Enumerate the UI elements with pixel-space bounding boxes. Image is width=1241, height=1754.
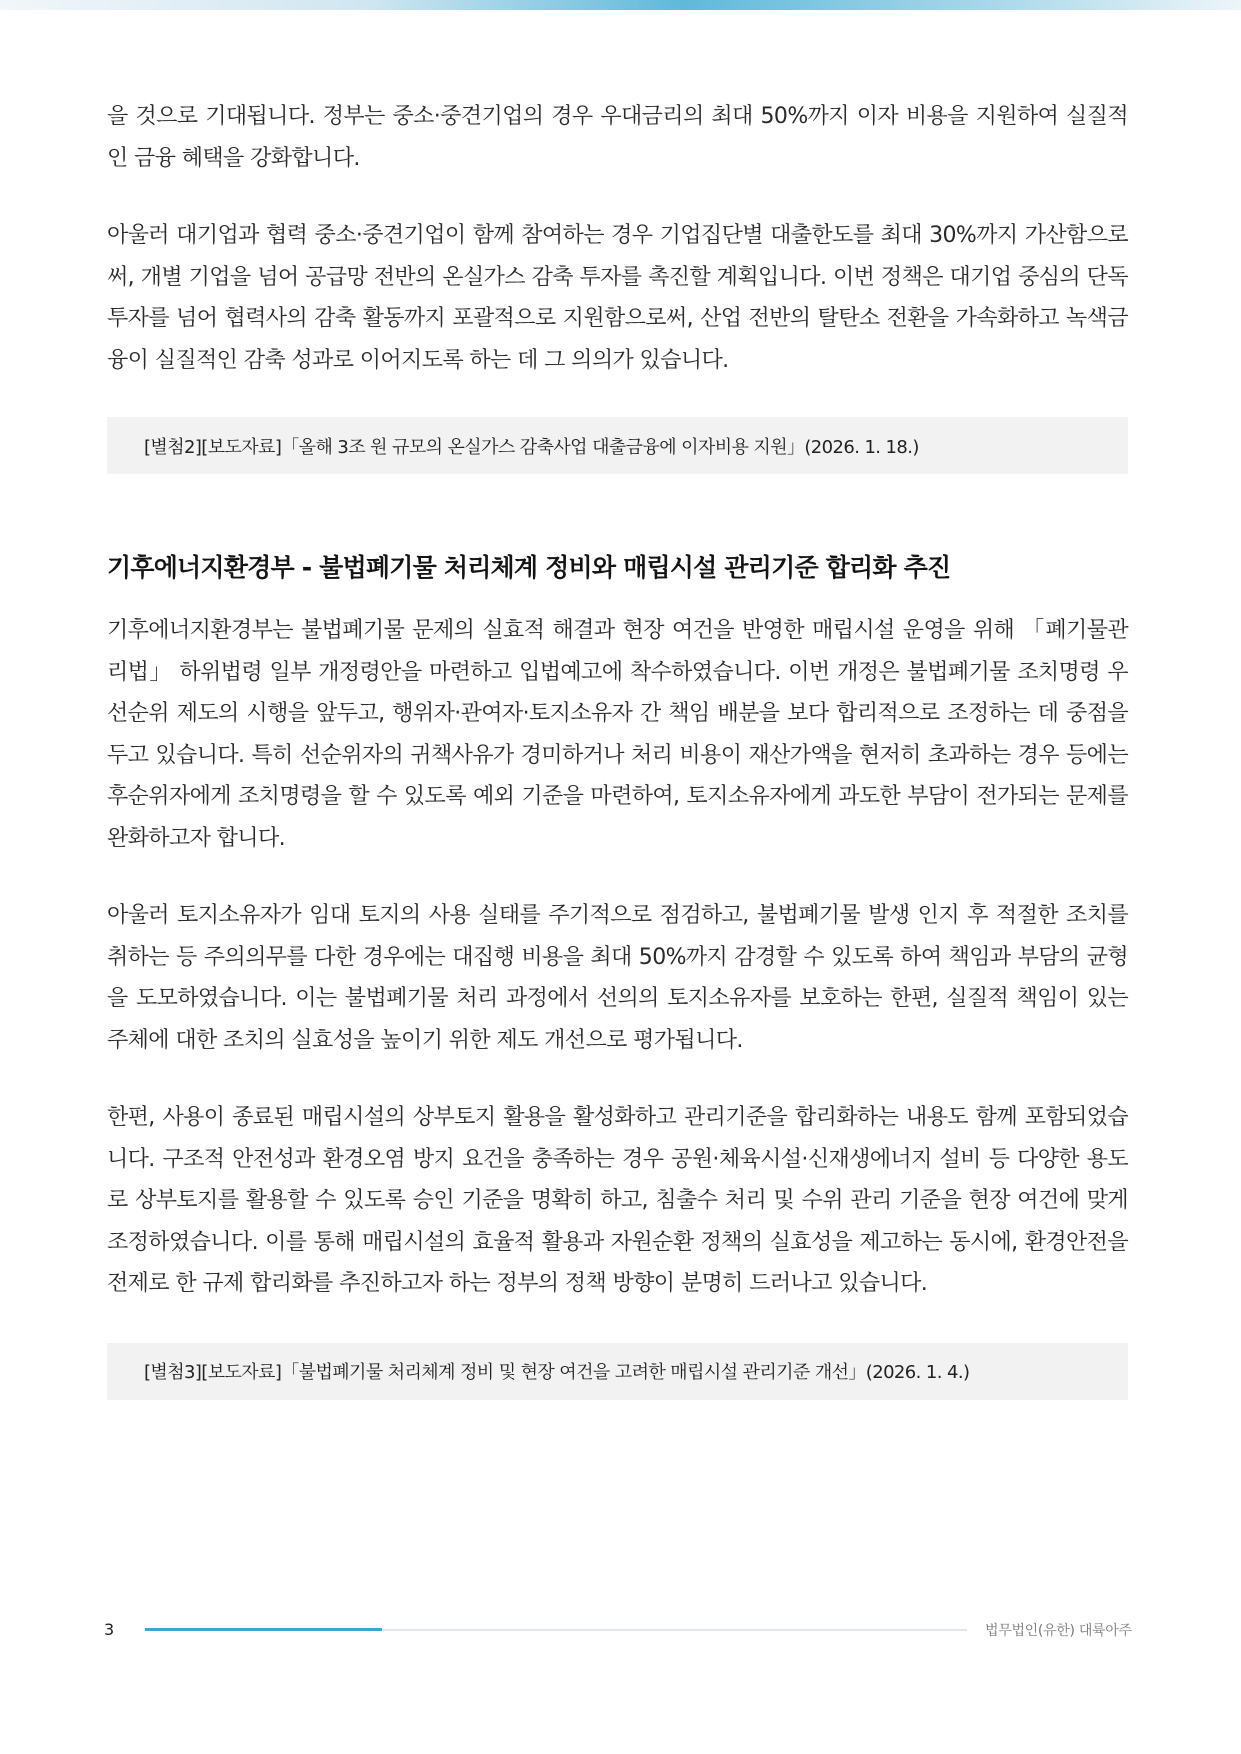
paragraph-landfill-land-use: 한편, 사용이 종료된 매립시설의 상부토지 활용을 활성화하고 관리기준을 합리화하는 내용도 함께 포함되었습니다. 구조적 안전성과 환경오염 방지 요건을 충족하는 경우 공원·체육시설·신재생에너지 설비 등 다양한 용도로 상부토지를 활용할 수 있도록 승인 기준을 명확히 하고, 침출수 처리 및 수위 관리 기준을 현장 여건에 맞게 조정하였습니다. 이를 통해 매립시설의 효율적 활용과 자원순환 정책의 실효성을 제고하는 동시에, 환경안전을 전제로 한 규제 합리화를 추진하고자 하는 정부의 정책 방향이 분명히 드러나고 있습니다. [107, 1105, 1128, 1296]
footer-divider-accent [145, 1628, 382, 1631]
reference-text-attachment-3: [별첨3][보도자료]「불법폐기물 처리체계 정비 및 현장 여건을 고려한 매립시설 관리기준 개선」(2026. 1. 4.) [144, 1362, 970, 1383]
footer-firm-name: 법무법인(유한) 대륙아주 [985, 1623, 1132, 1639]
reference-box-attachment-2 [107, 417, 1128, 474]
page-content [107, 96, 1128, 1400]
section-heading: 기후에너지환경부 - 불법폐기물 처리체계 정비와 매립시설 관리기준 합리화 추진 [107, 553, 951, 582]
reference-text-attachment-2: [별첨2][보도자료]「올해 3조 원 규모의 온실가스 감축사업 대출금융에 이자비용 지원」(2026. 1. 18.) [144, 436, 919, 458]
paragraph-large-company-cooperation: 아울러 대기업과 협력 중소·중견기업이 함께 참여하는 경우 기업집단별 대출한도를 최대 30%까지 가산함으로써, 개별 기업을 넘어 공급망 전반의 온실가스 감축 투자를 촉진할 계획입니다. 이번 정책은 대기업 중심의 단독 투자를 넘어 협력사의 감축 활동까지 포괄적으로 지원함으로써, 산업 전반의 탈탄소 전환을 가속화하고 녹색금융이 실질적인 감축 성과로 이어지도록 하는 데 그 의의가 있습니다. [107, 223, 1128, 373]
paragraph-landowner-duty: 아울러 토지소유자가 임대 토지의 사용 실태를 주기적으로 점검하고, 불법폐기물 발생 인지 후 적절한 조치를 취하는 등 주의의무를 다한 경우에는 대집행 비용을 최대 50%까지 감경할 수 있도록 하여 책임과 부담의 균형을 도모하였습니다. 이는 불법폐기물 처리 과정에서 선의의 토지소유자를 보호하는 한편, 실질적 책임이 있는 주체에 대한 조치의 실효성을 높이기 위한 제도 개선으로 평가됩니다. [107, 903, 1128, 1053]
top-decorative-band [0, 0, 1241, 10]
paragraph-waste-law-amendment: 기후에너지환경부는 불법폐기물 문제의 실효적 해결과 현장 여건을 반영한 매립시설 운영을 위해 「폐기물관리법」 하위법령 일부 개정령안을 마련하고 입법예고에 착수하였습니다. 이번 개정은 불법폐기물 조치명령 우선순위 제도의 시행을 앞두고, 행위자·관여자·토지소유자 간 책임 배분을 보다 합리적으로 조정하는 데 중점을 두고 있습니다. 특히 선순위자의 귀책사유가 경미하거나 처리 비용이 재산가액을 현저히 초과하는 경우 등에는 후순위자에게 조치명령을 할 수 있도록 예외 기준을 마련하여, 토지소유자에게 과도한 부담이 전가되는 문제를 완화하고자 합니다. [107, 618, 1128, 851]
reference-box-attachment-3 [107, 1343, 1128, 1400]
paragraph-intro-continuation: 을 것으로 기대됩니다. 정부는 중소·중견기업의 경우 우대금리의 최대 50%까지 이자 비용을 지원하여 실질적인 금융 혜택을 강화합니다. [107, 104, 1128, 171]
page-number: 3 [104, 1620, 115, 1639]
